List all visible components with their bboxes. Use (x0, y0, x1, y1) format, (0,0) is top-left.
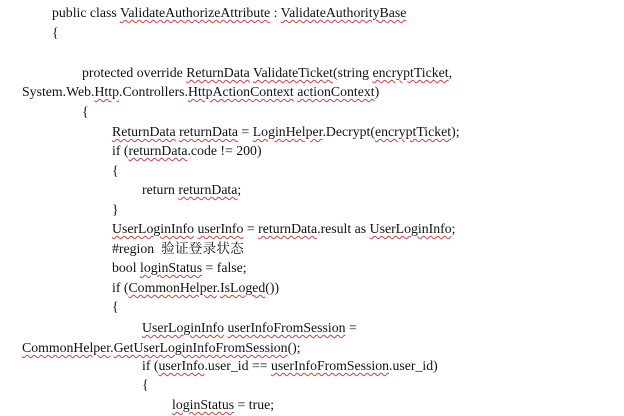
code-token: HttpActionContext (187, 84, 294, 99)
code-line (82, 104, 89, 120)
code-token: returnData (179, 124, 239, 139)
code-token: { (82, 104, 89, 119)
code-token: { (142, 377, 149, 392)
code-token: .code != 200) (187, 143, 262, 158)
code-token: returnData (128, 143, 188, 158)
code-token: (string (332, 65, 373, 80)
code-line (112, 280, 279, 296)
code-token: LoginHelper (252, 124, 323, 139)
code-line (112, 163, 119, 179)
code-token: .Decrypt( (322, 124, 375, 139)
code-token: ); (451, 124, 460, 139)
code-token: ValidateTicket (253, 65, 333, 80)
code-token: Http (94, 84, 119, 99)
code-line (82, 65, 452, 81)
code-token: loginStatus (139, 260, 203, 275)
code-line (142, 320, 357, 336)
code-token: protected override (82, 65, 187, 80)
code-token: { (112, 299, 119, 314)
code-token: userInfo (197, 221, 244, 236)
code-token: return (142, 182, 179, 197)
code-token: UserLoginInfo (142, 320, 224, 335)
code-token: public class (52, 5, 120, 20)
code-line (142, 182, 241, 198)
code-token: userInfoFromSession (227, 320, 346, 335)
code-token: userInfo (158, 358, 205, 373)
code-line (112, 202, 119, 218)
code-token: ReturnData (186, 65, 250, 80)
code-token: encryptTicket (374, 124, 452, 139)
code-token: returnData (258, 221, 318, 236)
code-token: if ( (112, 280, 129, 295)
code-token: System.Web. (22, 84, 95, 99)
code-line (112, 221, 455, 237)
code-token: loginStatus (172, 397, 235, 412)
code-line (112, 260, 247, 276)
code-token: .result as (317, 221, 370, 236)
code-token: if ( (112, 143, 129, 158)
code-token: = true; (234, 397, 275, 412)
code-line (142, 358, 438, 374)
code-line (142, 377, 149, 393)
code-token: : (270, 5, 281, 20)
code-token: { (112, 163, 119, 178)
code-token: , (448, 65, 453, 80)
code-token: ValidateAuthorityBase (280, 5, 407, 20)
code-token: .Controllers. (119, 84, 188, 99)
code-token: (); (287, 340, 301, 355)
code-token: = (345, 320, 357, 335)
code-token: ValidateAuthorizeAttribute (119, 5, 271, 20)
code-token: IsLoged (220, 280, 266, 295)
code-line (22, 84, 379, 100)
code-line (172, 397, 274, 413)
code-token: .user_id) (389, 358, 438, 373)
code-token: encryptTicket (372, 65, 449, 80)
code-token: .user_id == (204, 358, 271, 373)
code-token: ; (237, 182, 242, 197)
code-token: bool (112, 260, 140, 275)
code-token: = (243, 221, 259, 236)
code-token: = false; (202, 260, 247, 275)
code-token: ) (374, 84, 380, 99)
code-token: if ( (142, 358, 159, 373)
code-line (52, 25, 59, 41)
code-token: actionContext (297, 84, 375, 99)
code-line (112, 299, 119, 315)
code-line (52, 5, 406, 21)
code-token: #region 验证登录状态 (112, 241, 244, 256)
code-token: = (238, 124, 253, 139)
code-token: GetUserLoginInfoFromSession (113, 340, 288, 355)
code-token: userInfoFromSession (271, 358, 390, 373)
code-token: { (52, 25, 59, 40)
code-token: ; (451, 221, 456, 236)
code-token: CommonHelper (128, 280, 217, 295)
code-token: ReturnData (112, 124, 176, 139)
code-token: . (110, 340, 114, 355)
code-token: UserLoginInfo (112, 221, 194, 236)
code-token: returnData (178, 182, 238, 197)
code-token: } (112, 202, 119, 217)
code-line (112, 124, 460, 140)
code-token: CommonHelper (22, 340, 111, 355)
code-token: ()) (265, 280, 280, 295)
code-token: . (216, 280, 221, 295)
code-line (22, 340, 301, 356)
code-line (112, 143, 262, 159)
code-line (112, 241, 244, 257)
code-token: UserLoginInfo (369, 221, 452, 236)
